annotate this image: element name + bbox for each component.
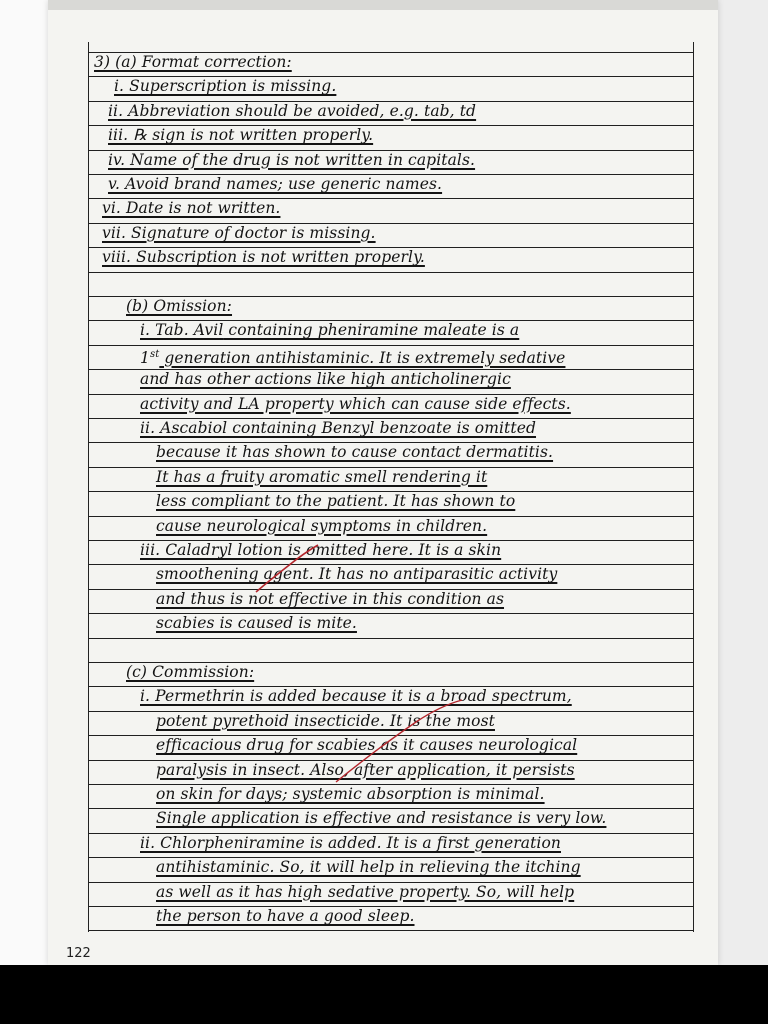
handwritten-line xyxy=(156,758,575,782)
text-segment: i. Superscription is missing. xyxy=(114,77,337,96)
text-segment: vii. Signature of doctor is missing. xyxy=(102,223,376,242)
handwritten-line xyxy=(102,196,280,220)
text-segment: It has a fruity aromatic smell rendering it xyxy=(156,467,488,486)
handwritten-line xyxy=(140,343,565,367)
text-segment: cause neurological symptoms in children. xyxy=(156,516,488,535)
superscript: st xyxy=(149,348,160,360)
text-segment: paralysis in insect. Also, after application, it persists xyxy=(156,760,575,779)
text-segment: scabies is caused is mite. xyxy=(156,614,357,633)
handwritten-line xyxy=(108,172,442,196)
text-segment: ii. Chlorpheniramine is added. It is a first generation xyxy=(140,833,561,852)
text-segment: and has other actions like high anticholinergic xyxy=(140,370,511,389)
background-left xyxy=(0,0,50,965)
page-shadow xyxy=(48,0,718,10)
text-segment: less compliant to the patient. It has shown to xyxy=(156,492,516,511)
text-segment: iii. Caladryl lotion is omitted here. It is a skin xyxy=(140,541,502,559)
text-segment: containing pheniramine maleate is a xyxy=(223,321,520,340)
text-segment: the person to have a good sleep. xyxy=(156,907,415,925)
handwritten-line xyxy=(126,660,254,684)
text-segment: and thus is not effective in this condition as xyxy=(156,589,505,608)
text-segment: iv. Name of the drug is not written in capitals. xyxy=(108,150,476,169)
text-segment: on skin for days; systemic absorption is minimal. xyxy=(156,785,545,803)
handwritten-line xyxy=(102,245,425,269)
text-segment: v. Avoid brand names; use generic names. xyxy=(108,175,443,193)
handwritten-line xyxy=(102,221,376,245)
handwritten-line xyxy=(156,782,545,806)
handwritten-line xyxy=(108,123,373,147)
page-number: 122 xyxy=(66,946,91,961)
handwritten-line xyxy=(140,831,561,855)
text-segment: because it has shown to cause contact dermatitis. xyxy=(156,443,554,462)
handwritten-line xyxy=(108,99,476,123)
handwritten-line xyxy=(108,148,475,172)
handwritten-line xyxy=(140,684,572,708)
handwritten-line xyxy=(156,904,415,928)
handwritten-line xyxy=(156,465,487,489)
handwritten-line xyxy=(156,855,581,879)
text-segment: generation antihistaminic. It is extremely sedative xyxy=(159,348,566,367)
handwritten-line xyxy=(156,733,577,757)
ruled-line xyxy=(88,638,694,639)
handwritten-line xyxy=(156,587,504,611)
text-segment: efficacious drug for scabies as it causes neurological xyxy=(156,736,578,755)
ruled-line xyxy=(88,272,694,273)
text-segment: potent pyrethoid insecticide. It is the most xyxy=(156,711,495,730)
text-segment: i. Tab. Avil xyxy=(140,321,224,340)
handwritten-line xyxy=(156,489,515,513)
text-segment: antihistaminic. So, it will help in relieving the itching xyxy=(156,858,581,877)
handwritten-line xyxy=(114,74,336,98)
handwritten-line xyxy=(156,611,357,635)
handwritten-line xyxy=(140,367,511,391)
handwritten-line xyxy=(156,709,495,733)
text-segment: ii. Abbreviation should be avoided, e.g. tab, td xyxy=(108,101,477,120)
handwritten-line xyxy=(126,294,232,318)
handwritten-line xyxy=(140,392,571,416)
handwritten-line xyxy=(140,318,519,342)
text-segment: (c) Commission: xyxy=(126,663,255,681)
handwritten-line xyxy=(140,416,536,440)
handwritten-line xyxy=(156,514,487,538)
text-segment: viii. Subscription is not written properly. xyxy=(102,248,425,267)
handwritten-line xyxy=(140,538,501,562)
text-segment: 1 xyxy=(140,348,150,367)
text-segment: iii. ℞ sign is not written properly. xyxy=(108,126,374,145)
ruled-line xyxy=(88,930,694,931)
text-segment: as well as it has high sedative property. So, will help xyxy=(156,882,575,901)
handwritten-line xyxy=(156,440,553,464)
text-segment: (b) Omission: xyxy=(126,297,233,315)
text-segment: ii. Ascabiol containing Benzyl benzoate is omitted xyxy=(140,419,537,437)
text-segment: vi. Date is not written. xyxy=(102,199,281,218)
handwritten-line xyxy=(156,880,574,904)
notebook-page xyxy=(48,0,718,965)
handwritten-line xyxy=(94,50,292,74)
text-segment: smoothening agent. It has no antiparasitic activity xyxy=(156,565,558,584)
text-segment: i. Permethrin is added because it is a broad spectrum, xyxy=(140,687,572,706)
text-segment: 3) (a) Format correction: xyxy=(94,53,292,71)
text-segment: Single application is effective and resistance is very low. xyxy=(156,809,607,828)
handwritten-line xyxy=(156,806,606,830)
text-segment: activity and LA property which can cause side effects. xyxy=(140,394,571,413)
background-right xyxy=(712,0,768,965)
handwritten-line xyxy=(156,562,557,586)
